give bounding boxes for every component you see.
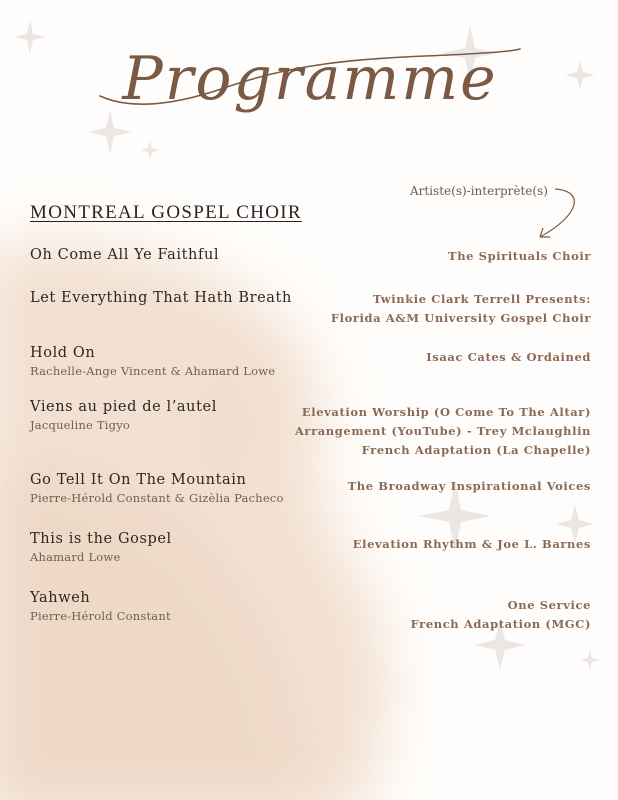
performer-line: Arrangement (YouTube) - Trey Mclaughlin [294,424,591,438]
sparkle-icon [580,650,600,670]
song-performer [411,596,591,634]
song-title: Let Everything That Hath Breath [30,290,292,306]
performer-line: French Adaptation (La Chapelle) [361,443,591,457]
song-performer [348,477,591,496]
section-title: MONTREAL GOSPEL CHOIR [30,202,302,223]
song-performer [426,348,591,367]
song-title: Viens au pied de l’autel [30,399,217,415]
song-performer [295,403,591,460]
performer-line: Florida A&M University Gospel Choir [330,311,591,325]
title-text: Programme [122,44,498,114]
performer-line: Twinkie Clark Terrell Presents: [372,292,591,306]
song-performer [331,290,591,328]
song-title: This is the Gospel [30,531,172,547]
sparkle-icon [13,20,47,54]
song-title: Yahweh [30,590,91,606]
curved-arrow-icon [530,185,590,245]
song-entry [30,588,171,624]
song-arranger: Ahamard Lowe [30,550,121,564]
performer-line: One Service [507,598,591,612]
song-arranger: Pierre-Hérold Constant & Gizèlia Pacheco [30,491,284,505]
song-title: Oh Come All Ye Faithful [30,247,220,263]
performer-line: Elevation Rhythm & Joe L. Barnes [352,537,591,551]
sparkle-icon [565,60,595,90]
song-entry [30,470,284,506]
sparkle-icon [140,140,160,160]
song-entry [30,288,292,308]
song-entry [30,245,219,265]
song-title: Go Tell It On The Mountain [30,472,247,488]
performer-column-label: Artiste(s)-interprète(s) [410,184,548,198]
song-arranger: Pierre-Hérold Constant [30,609,171,623]
song-entry [30,529,172,565]
page-title [95,14,525,139]
performer-line: Isaac Cates & Ordained [426,350,591,364]
song-performer [353,535,591,554]
song-arranger: Jacqueline Tigyo [30,418,131,432]
song-performer [448,247,591,266]
song-title: Hold On [30,345,96,361]
performer-line: The Broadway Inspirational Voices [347,479,591,493]
song-arranger: Rachelle-Ange Vincent & Ahamard Lowe [30,364,276,378]
song-entry [30,343,275,379]
song-entry [30,397,217,433]
performer-line: Elevation Worship (O Come To The Altar) [301,405,591,419]
performer-line: French Adaptation (MGC) [410,617,591,631]
performer-line: The Spirituals Choir [448,249,591,263]
